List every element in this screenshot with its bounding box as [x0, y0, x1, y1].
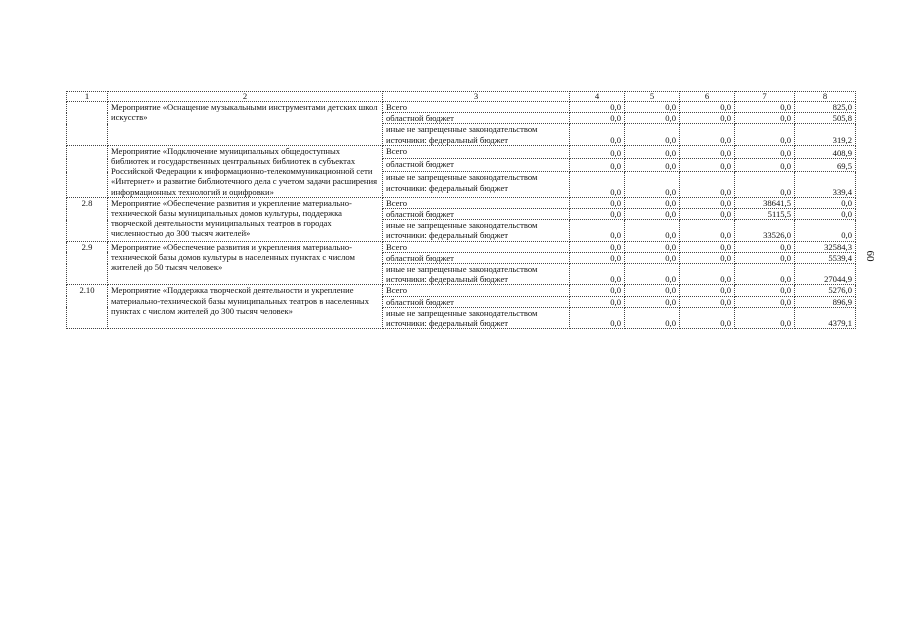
amount-cell: 0,0 — [625, 209, 680, 220]
amount-cell: 0,0 — [735, 113, 795, 124]
amount-cell: 0,0 — [625, 102, 680, 113]
amount-cell: 0,0 — [795, 220, 856, 241]
amount-cell: 0,0 — [625, 172, 680, 197]
amount-cell: 0,0 — [625, 252, 680, 263]
amount-cell: 0,0 — [680, 241, 735, 252]
amount-cell: 0,0 — [735, 252, 795, 263]
amount-cell: 0,0 — [570, 102, 625, 113]
funding-source-cell: областной бюджет — [383, 159, 570, 172]
amount-cell: 0,0 — [735, 145, 795, 158]
amount-cell: 32584,3 — [795, 241, 856, 252]
amount-cell: 0,0 — [735, 296, 795, 307]
amount-cell: 0,0 — [625, 197, 680, 208]
amount-cell: 825,0 — [795, 102, 856, 113]
amount-cell: 0,0 — [570, 209, 625, 220]
amount-cell: 0,0 — [680, 285, 735, 296]
amount-cell: 0,0 — [625, 296, 680, 307]
amount-cell: 0,0 — [570, 241, 625, 252]
amount-cell: 0,0 — [680, 209, 735, 220]
amount-cell: 0,0 — [625, 113, 680, 124]
column-header: 3 — [383, 92, 570, 102]
amount-cell: 0,0 — [680, 220, 735, 241]
amount-cell: 0,0 — [680, 113, 735, 124]
amount-cell: 0,0 — [680, 197, 735, 208]
amount-cell: 0,0 — [570, 124, 625, 145]
column-header: 6 — [680, 92, 735, 102]
amount-cell: 4379,1 — [795, 307, 856, 328]
column-header: 1 — [67, 92, 108, 102]
amount-cell: 0,0 — [680, 159, 735, 172]
amount-cell: 0,0 — [680, 102, 735, 113]
amount-cell: 0,0 — [625, 264, 680, 285]
amount-cell: 0,0 — [570, 172, 625, 197]
funding-source-cell: Всего — [383, 241, 570, 252]
amount-cell: 0,0 — [735, 264, 795, 285]
amount-cell: 5539,4 — [795, 252, 856, 263]
amount-cell: 0,0 — [735, 159, 795, 172]
amount-cell: 38641,5 — [735, 197, 795, 208]
amount-cell: 0,0 — [570, 285, 625, 296]
amount-cell: 0,0 — [625, 307, 680, 328]
amount-cell: 27044,9 — [795, 264, 856, 285]
funding-source-cell: Всего — [383, 285, 570, 296]
amount-cell: 0,0 — [795, 209, 856, 220]
amount-cell: 0,0 — [735, 172, 795, 197]
amount-cell: 0,0 — [680, 124, 735, 145]
funding-source-cell: областной бюджет — [383, 209, 570, 220]
item-code-cell — [67, 102, 108, 146]
item-code-cell: 2.10 — [67, 285, 108, 329]
amount-cell: 0,0 — [570, 145, 625, 158]
funding-source-cell: областной бюджет — [383, 252, 570, 263]
table-row — [67, 145, 856, 158]
amount-cell: 0,0 — [570, 264, 625, 285]
amount-cell: 0,0 — [625, 145, 680, 158]
funding-source-cell: иные не запрещенные законодательством источники: федеральный бюджет — [383, 220, 570, 241]
funding-source-cell: иные не запрещенные законодательством источники: федеральный бюджет — [383, 264, 570, 285]
amount-cell: 319,2 — [795, 124, 856, 145]
amount-cell: 0,0 — [570, 220, 625, 241]
amount-cell: 0,0 — [735, 241, 795, 252]
page-number: 60 — [864, 250, 876, 262]
funding-source-cell: иные не запрещенные законодательством источники: федеральный бюджет — [383, 172, 570, 197]
amount-cell: 0,0 — [625, 220, 680, 241]
column-header: 8 — [795, 92, 856, 102]
column-header: 7 — [735, 92, 795, 102]
activity-name-cell: Мероприятие «Обеспечение развития и укрепление материально-технической базы муниципальных домов культуры, поддержка творческой деятельности муниципальных театров в городах численностью до 300 тысяч жителей» — [108, 197, 383, 241]
column-header: 2 — [108, 92, 383, 102]
funding-source-cell: иные не запрещенные законодательством источники: федеральный бюджет — [383, 124, 570, 145]
amount-cell: 5115,5 — [735, 209, 795, 220]
amount-cell: 5276,0 — [795, 285, 856, 296]
funding-source-cell: Всего — [383, 197, 570, 208]
amount-cell: 0,0 — [625, 159, 680, 172]
table-row — [67, 102, 856, 113]
item-code-cell — [67, 145, 108, 197]
column-header: 5 — [625, 92, 680, 102]
header-row — [67, 92, 856, 102]
funding-source-cell: Всего — [383, 102, 570, 113]
amount-cell: 0,0 — [680, 307, 735, 328]
amount-cell: 0,0 — [625, 285, 680, 296]
table-row — [67, 241, 856, 252]
amount-cell: 896,9 — [795, 296, 856, 307]
amount-cell: 0,0 — [680, 252, 735, 263]
activity-name-cell: Мероприятие «Подключение муниципальных общедоступных библиотек и государственных центральных библиотек в субъектах Российской Федерации к информационно-телекоммуникационной сети «Интернет» и развитие библиотечного дела с учетом задачи расширения информационных технологий и оцифровки» — [108, 145, 383, 197]
activity-name-cell: Мероприятие «Оснащение музыкальными инструментами детских школ искусств» — [108, 102, 383, 146]
amount-cell: 0,0 — [735, 285, 795, 296]
amount-cell: 0,0 — [570, 307, 625, 328]
amount-cell: 0,0 — [680, 296, 735, 307]
amount-cell: 0,0 — [735, 102, 795, 113]
table-row — [67, 197, 856, 208]
amount-cell: 339,4 — [795, 172, 856, 197]
amount-cell: 0,0 — [625, 241, 680, 252]
amount-cell: 33526,0 — [735, 220, 795, 241]
item-code-cell: 2.8 — [67, 197, 108, 241]
amount-cell: 0,0 — [680, 145, 735, 158]
amount-cell: 69,5 — [795, 159, 856, 172]
amount-cell: 0,0 — [625, 124, 680, 145]
amount-cell: 0,0 — [570, 296, 625, 307]
amount-cell: 0,0 — [680, 264, 735, 285]
funding-source-cell: областной бюджет — [383, 113, 570, 124]
table-row — [67, 285, 856, 296]
amount-cell: 0,0 — [570, 113, 625, 124]
amount-cell: 0,0 — [680, 172, 735, 197]
funding-source-cell: иные не запрещенные законодательством источники: федеральный бюджет — [383, 307, 570, 328]
amount-cell: 0,0 — [570, 252, 625, 263]
amount-cell: 0,0 — [735, 307, 795, 328]
activity-name-cell: Мероприятие «Поддержка творческой деятельности и укрепление материально-технической базы муниципальных театров в населенных пунктах с числом жителей до 300 тысяч человек» — [108, 285, 383, 329]
column-header: 4 — [570, 92, 625, 102]
funding-source-cell: Всего — [383, 145, 570, 158]
amount-cell: 0,0 — [570, 159, 625, 172]
amount-cell: 505,8 — [795, 113, 856, 124]
amount-cell: 0,0 — [735, 124, 795, 145]
amount-cell: 0,0 — [570, 197, 625, 208]
budget-table — [66, 91, 856, 329]
activity-name-cell: Мероприятие «Обеспечение развития и укрепления материально-технической базы домов культуры в населенных пунктах с числом жителей до 50 тысяч человек» — [108, 241, 383, 285]
amount-cell: 408,9 — [795, 145, 856, 158]
item-code-cell: 2.9 — [67, 241, 108, 285]
funding-source-cell: областной бюджет — [383, 296, 570, 307]
amount-cell: 0,0 — [795, 197, 856, 208]
